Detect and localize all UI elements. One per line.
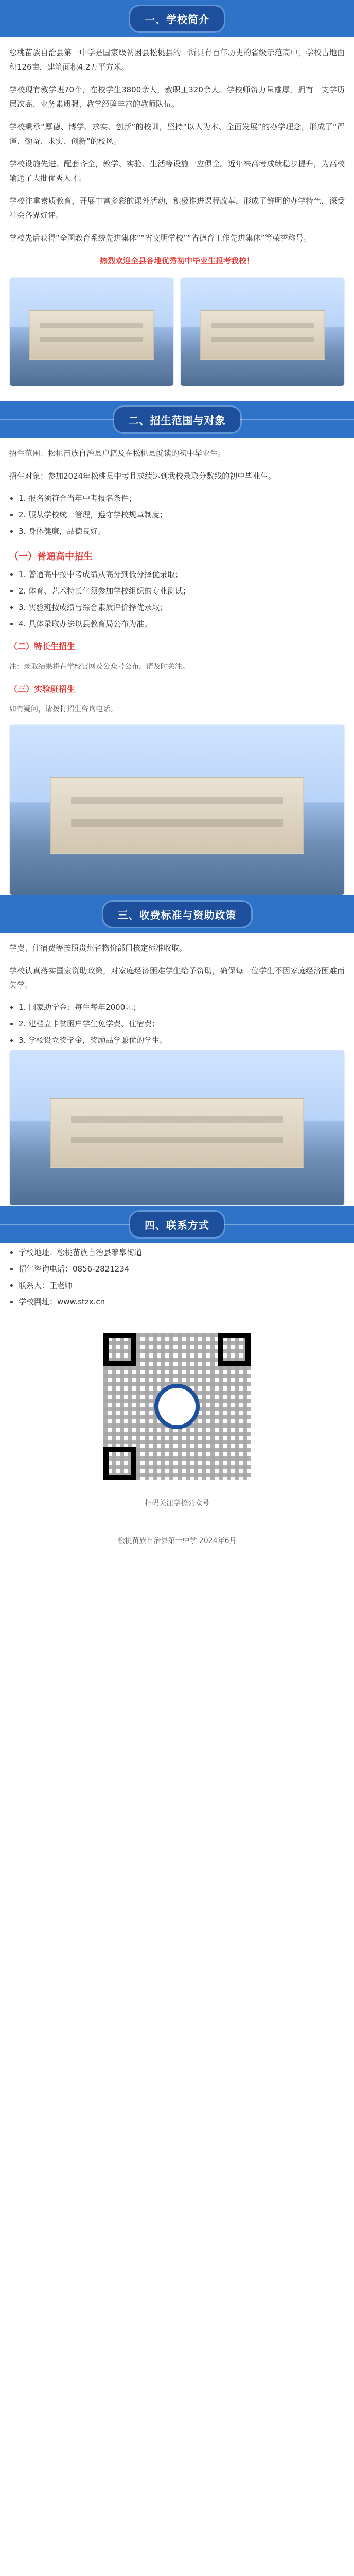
contact-item: • 招生咨询电话：0856-2821234: [19, 1262, 345, 1276]
fees-benefits: [9, 1001, 345, 1047]
benefit-item: • 1. 国家助学金：每生每年2000元；: [19, 1001, 345, 1014]
intro-paragraph: 松桃苗族自治县第一中学是国家级贫困县松桃县的一所具有百年历史的省级示范高中，学校占地面积126亩，建筑面积4.2万平方米。: [9, 48, 345, 72]
rule-item: • 4. 具体录取办法以县教育局公布为准。: [19, 617, 345, 631]
requirement-item: • 3. 身体健康，品德良好。: [19, 524, 345, 538]
qr-finder-pattern: [218, 1333, 251, 1366]
requirement-item: • 2. 服从学校统一管理，遵守学校规章制度；: [19, 508, 345, 521]
section-body-intro: [0, 45, 354, 386]
admission-rules: [9, 568, 345, 631]
section-title: 二、招生范围与对象: [114, 407, 240, 432]
contact-item: • 学校网址：www.stzx.cn: [19, 1295, 345, 1309]
admission-subheading: （三）实验班招生: [9, 684, 76, 694]
intro-paragraph: 学校设施先进、配套齐全，教学、实验、生活等设施一应俱全。近年来高考成绩稳步提升，为高校输送了大批优秀人才。: [9, 159, 345, 183]
intro-images: [9, 277, 345, 386]
admission-note: 注：录取结果将在学校官网及公众号公布，请及时关注。: [9, 663, 189, 671]
admission-note: 如有疑问，请拨打招生咨询电话。: [9, 705, 117, 714]
section-header-fees: [0, 895, 354, 933]
section-header-contact: [0, 1206, 354, 1243]
rule-item: • 3. 实验班按成绩与综合素质评价择优录取；: [19, 601, 345, 614]
rule-item: • 2. 体育、艺术特长生须参加学校组织的专业测试；: [19, 584, 345, 598]
footer-text: 松桃苗族自治县第一中学 2024年6月: [117, 1537, 237, 1545]
section-title: 三、收费标准与资助政策: [103, 902, 251, 927]
building-shape: [50, 777, 304, 854]
intro-paragraph: 学校秉承“厚德、博学、求实、创新”的校训，坚持“以人为本、全面发展”的办学理念，形成了“严谨、勤奋、求实、创新”的校风。: [9, 122, 345, 146]
section-title: 四、联系方式: [130, 1212, 224, 1237]
admission-subheading: （二）特长生招生: [9, 641, 76, 651]
section-body-admission: [0, 446, 354, 895]
fees-paragraph: 学校认真落实国家资助政策，对家庭经济困难学生给予资助，确保每一位学生不因家庭经济困难而失学。: [9, 966, 345, 990]
section-header-admission: [0, 401, 354, 438]
rule-item: • 1. 普通高中按中考成绩从高分到低分择优录取；: [19, 568, 345, 581]
campus-photo: [9, 724, 345, 895]
admission-subheading: （一）普通高中招生: [9, 551, 93, 562]
intro-paragraph: 学校现有教学班70个，在校学生3800余人，教职工320余人。学校师资力量雄厚，拥有一支学历层次高、业务素质强、教学经验丰富的教师队伍。: [9, 85, 345, 109]
section-title: 一、学校简介: [130, 6, 224, 31]
section-header-intro: [0, 0, 354, 37]
qr-finder-pattern: [103, 1447, 136, 1480]
admission-paragraph: 招生范围：松桃苗族自治县户籍及在松桃县就读的初中毕业生。: [9, 449, 226, 458]
admission-requirements: [9, 492, 345, 538]
section-body-contact: [0, 1246, 354, 1547]
qr-code[interactable]: [92, 1321, 262, 1492]
requirement-item: • 1. 报名须符合当年中考报名条件；: [19, 492, 345, 505]
school-photo: [9, 277, 174, 386]
qr-finder-pattern: [103, 1333, 136, 1366]
building-shape: [29, 310, 154, 360]
qr-logo: [154, 1384, 200, 1429]
benefit-item: • 3. 学校设立奖学金，奖励品学兼优的学生。: [19, 1033, 345, 1047]
contact-item: • 联系人：王老师: [19, 1279, 345, 1292]
benefit-item: • 2. 建档立卡贫困户学生免学费、住宿费；: [19, 1017, 345, 1030]
section-body-fees: [0, 941, 354, 1206]
intro-paragraph: 学校先后获得“全国教育系统先进集体”“省文明学校”“省德育工作先进集体”等荣誉称号。: [9, 233, 311, 243]
contact-list: [9, 1246, 345, 1309]
fees-paragraph: 学费、住宿费等按照贵州省物价部门核定标准收取。: [9, 943, 187, 953]
qr-caption: 扫码关注学校公众号: [145, 1499, 209, 1507]
admission-paragraph: 招生对象：参加2024年松桃县中考且成绩达到我校录取分数线的初中毕业生。: [9, 471, 276, 481]
intro-highlight: 热烈欢迎全县各地优秀初中毕业生报考我校！: [99, 256, 254, 265]
facility-photo: [9, 1050, 345, 1206]
school-photo: [180, 277, 345, 386]
building-shape: [50, 1098, 304, 1168]
building-shape: [200, 310, 325, 360]
intro-paragraph: 学校注重素质教育，开展丰富多彩的课外活动，积极推进课程改革，形成了鲜明的办学特色，深受社会各界好评。: [9, 196, 345, 220]
contact-item: • 学校地址：松桃苗族自治县蓼皋街道: [19, 1246, 345, 1259]
